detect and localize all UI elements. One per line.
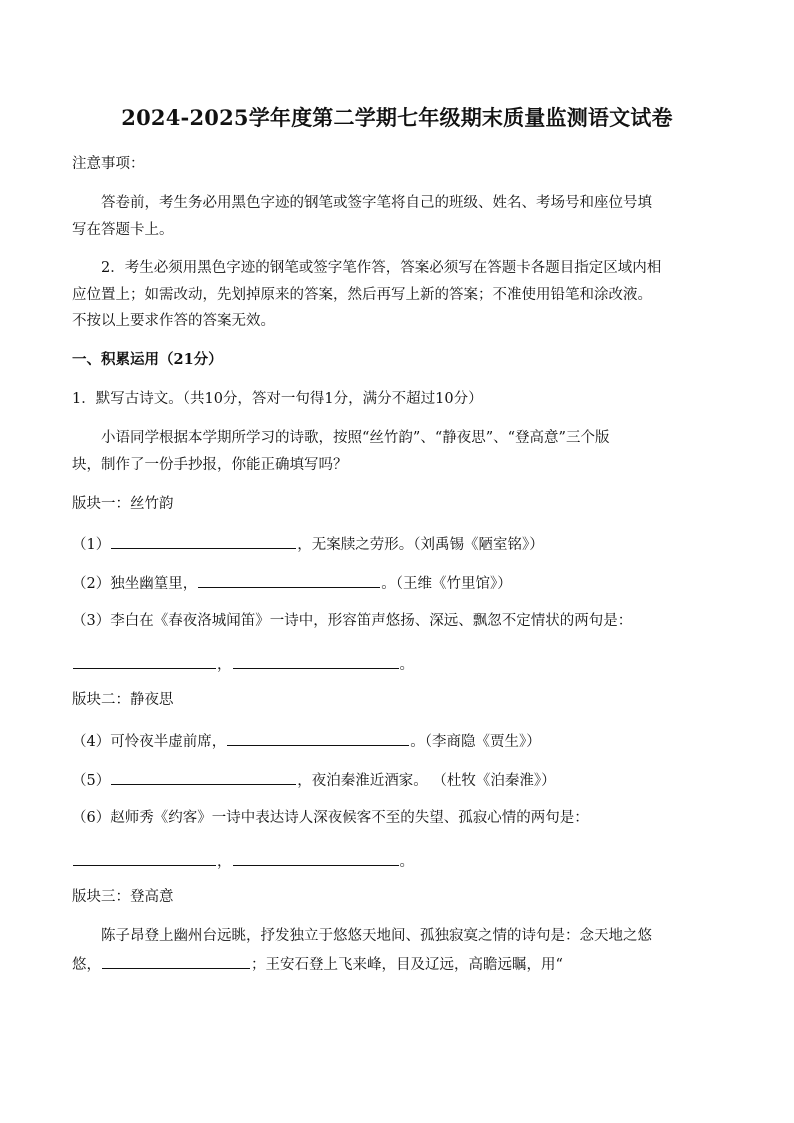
block-3-label: 版块三：登高意: [72, 889, 174, 905]
item-2-after: 。（王维《竹里馆》）: [381, 576, 512, 592]
block-1-label: 版块一：丝竹韵: [72, 496, 174, 512]
item-1-answer-blank[interactable]: [111, 533, 296, 549]
item-2-answer-blank[interactable]: [198, 572, 380, 588]
notice-paragraph-2-line-1: 2．考生必须用黑色字迹的钢笔或签字笔作答，答案必须写在答题卡各题目指定区域内相: [101, 260, 662, 276]
notice-paragraph-1-line-1: 答卷前，考生务必用黑色字迹的钢笔或签字笔将自己的班级、姓名、考场号和座位号填: [101, 195, 652, 211]
item-6-prompt: （6）赵师秀《约客》一诗中表达诗人深夜候客不至的失望、孤寂心情的两句是：: [72, 810, 589, 826]
block-3-text-after: ；王安石登上飞来峰，目及辽远，高瞻远瞩，用“: [251, 957, 563, 973]
item-5-answer-blank[interactable]: [111, 769, 296, 785]
question-1-intro-line-2: 块，制作了一份手抄报，你能正确填写吗？: [72, 457, 348, 473]
notice-paragraph-1-line-2: 写在答题卡上。: [72, 222, 174, 238]
notice-heading: 注意事项：: [72, 156, 145, 172]
block-3-text-before: 悠，: [72, 957, 101, 973]
block-2-label: 版块二：静夜思: [72, 692, 174, 708]
item-4-before: （4）可怜夜半虚前席，: [72, 734, 227, 750]
item-6-answers: [72, 850, 414, 872]
block-3-text-line-1: 陈子昂登上幽州台远眺，抒发独立于悠悠天地间、孤独寂寞之情的诗句是：念天地之悠: [101, 928, 652, 944]
item-3-prompt: （3）李白在《春夜洛城闻笛》一诗中，形容笛声悠扬、深远、飘忽不定情状的两句是：: [72, 613, 633, 629]
item-5-number: （5）: [72, 773, 111, 789]
item-3-answer-blank-2[interactable]: [233, 653, 399, 669]
item-3-separator: ，: [217, 657, 232, 673]
item-4-answer-blank[interactable]: [227, 730, 409, 746]
item-6-answer-blank-1[interactable]: [73, 850, 216, 866]
exam-title: 2024-2025学年度第二学期七年级期末质量监测语文试卷: [121, 105, 673, 130]
block-3-text-line-2: [72, 953, 563, 975]
item-3-answers: [72, 653, 414, 675]
block-3-answer-blank[interactable]: [102, 953, 250, 969]
notice-paragraph-2-line-3: 不按以上要求作答的答案无效。: [72, 313, 275, 329]
question-1-stem: 1．默写古诗文。（共10分，答对一句得1分，满分不超过10分）: [72, 391, 483, 407]
item-4: [72, 730, 541, 752]
item-3-end: 。: [399, 657, 414, 673]
item-2: [72, 572, 512, 594]
item-1-number: （1）: [72, 537, 111, 553]
item-3-answer-blank-1[interactable]: [73, 653, 216, 669]
item-5-after: ，夜泊秦淮近酒家。 （杜牧《泊秦淮》）: [297, 773, 556, 789]
item-6-answer-blank-2[interactable]: [233, 850, 399, 866]
item-1: [72, 533, 544, 555]
item-4-after: 。（李商隐《贾生》）: [410, 734, 541, 750]
notice-paragraph-2-line-2: 应位置上；如需改动，先划掉原来的答案，然后再写上新的答案；不准使用铅笔和涂改液。: [72, 287, 652, 303]
item-6-end: 。: [399, 854, 414, 870]
item-5: [72, 769, 556, 791]
item-2-before: （2）独坐幽篁里，: [72, 576, 198, 592]
question-1-intro-line-1: 小语同学根据本学期所学习的诗歌，按照“丝竹韵”、“静夜思”、“登高意”三个版: [101, 430, 610, 446]
item-1-after: ，无案牍之劳形。（刘禹锡《陋室铭》）: [297, 537, 544, 553]
item-6-separator: ，: [217, 854, 232, 870]
section-1-heading: 一、积累运用（21分）: [72, 351, 223, 368]
